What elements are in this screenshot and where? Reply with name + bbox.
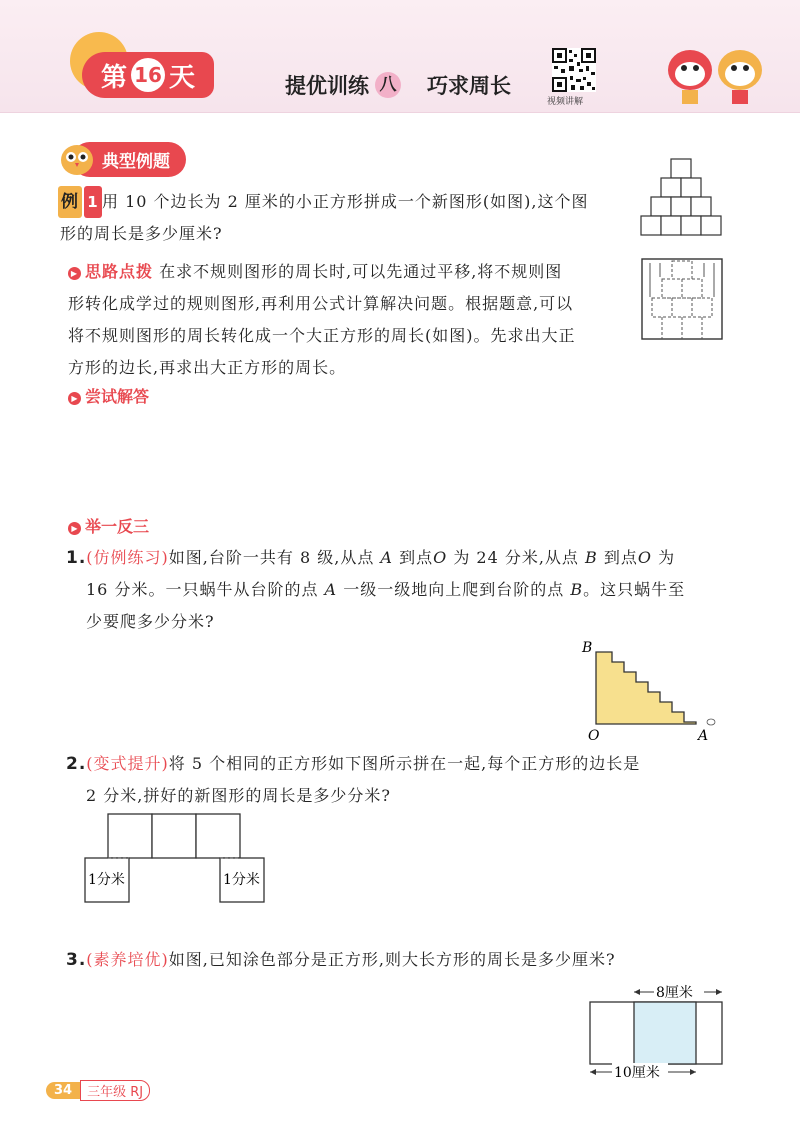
section-typical-examples: [58, 142, 186, 176]
practice-section-label: ▶ 举一反三: [68, 514, 149, 537]
question-2: [66, 748, 726, 812]
hint-line-4: 方形的边长,再求出大正方形的周长。: [68, 358, 347, 377]
fig-label-b: B: [582, 640, 593, 656]
pyramid-figure: [640, 157, 724, 237]
five-squares-figure: [82, 812, 272, 908]
rectangle-figure: [576, 980, 726, 1082]
qr-label: 视频讲解: [547, 97, 584, 107]
day-suffix: 天: [169, 62, 196, 93]
section-label: 典型例题: [72, 142, 186, 177]
question-3: [66, 944, 726, 976]
fig-label-a: A: [698, 728, 709, 742]
day-badge: [82, 52, 214, 98]
play-icon: ▶: [68, 522, 81, 535]
q2-number: 2.: [66, 754, 87, 774]
example-line-2: 形的周长是多少厘米?: [60, 224, 223, 243]
example-number: 1: [84, 186, 102, 218]
page-title: [285, 70, 511, 100]
fig-label-top: 8厘米: [656, 985, 693, 1001]
square-transform-figure: [640, 257, 724, 341]
grade-badge: 三年级 RJ: [80, 1080, 150, 1101]
q1-tag: (仿例练习): [86, 548, 169, 567]
hint-label: ▶ 思路点拨: [68, 256, 153, 288]
play-icon: ▶: [68, 392, 81, 405]
title-subtitle: 巧求周长: [427, 74, 511, 98]
title-text: 提优训练: [285, 74, 369, 98]
play-icon: ▶: [68, 267, 81, 280]
fig-label-bottom: 10厘米: [614, 1065, 660, 1081]
fig-label-right: 1分米: [223, 872, 260, 888]
title-number: 八: [375, 72, 401, 98]
hint-line-2: 形转化成学过的规则图形,再利用公式计算解决问题。根据题意,可以: [68, 294, 574, 313]
hint-line-3: 将不规则图形的周长转化成一个大正方形的周长(如图)。先求出大正: [68, 326, 576, 345]
footer-page-info: [46, 1080, 150, 1101]
qr-code-icon[interactable]: [552, 48, 596, 92]
page-number: 34: [46, 1082, 80, 1099]
owl-mascot-icon: [58, 142, 96, 176]
question-1: 1.(仿例练习)如图,台阶一共有 8 级,从点 A 到点O 为 24 分米,从点 B 到点O 为 16 分米。一只蜗牛从台阶的点 A 一级一级地向上爬到台阶的点 B。这只蜗牛至 少要爬多少分米?: [66, 548, 686, 631]
try-answer-label: ▶ 尝试解答: [68, 384, 149, 407]
day-number: 16: [131, 58, 165, 92]
q1-number: 1.: [66, 548, 87, 568]
day-prefix: 第: [100, 62, 127, 93]
fig-label-o: O: [588, 728, 600, 742]
example-1-text: [58, 186, 638, 250]
q3-tag: (素养培优): [86, 950, 169, 969]
hint-paragraph: [68, 256, 640, 384]
q2-line-1: 将 5 个相同的正方形如下图所示拼在一起,每个正方形的边长是: [168, 754, 641, 773]
hint-line-1: 在求不规则图形的周长时,可以先通过平移,将不规则图: [159, 262, 563, 281]
q2-line-2: 2 分米,拼好的新图形的周长是多少分米?: [86, 786, 391, 805]
example-mark: 例: [58, 186, 82, 218]
lion-dance-icon: [660, 38, 772, 108]
q3-number: 3.: [66, 950, 87, 970]
q3-line-1: 如图,已知涂色部分是正方形,则大长方形的周长是多少厘米?: [168, 950, 616, 969]
q2-tag: (变式提升): [86, 754, 169, 773]
example-line-1: 用 10 个边长为 2 厘米的小正方形拼成一个新图形(如图),这个图: [102, 192, 589, 211]
fig-label-left: 1分米: [88, 872, 125, 888]
staircase-figure: [578, 640, 726, 742]
snail-icon: [707, 719, 715, 725]
